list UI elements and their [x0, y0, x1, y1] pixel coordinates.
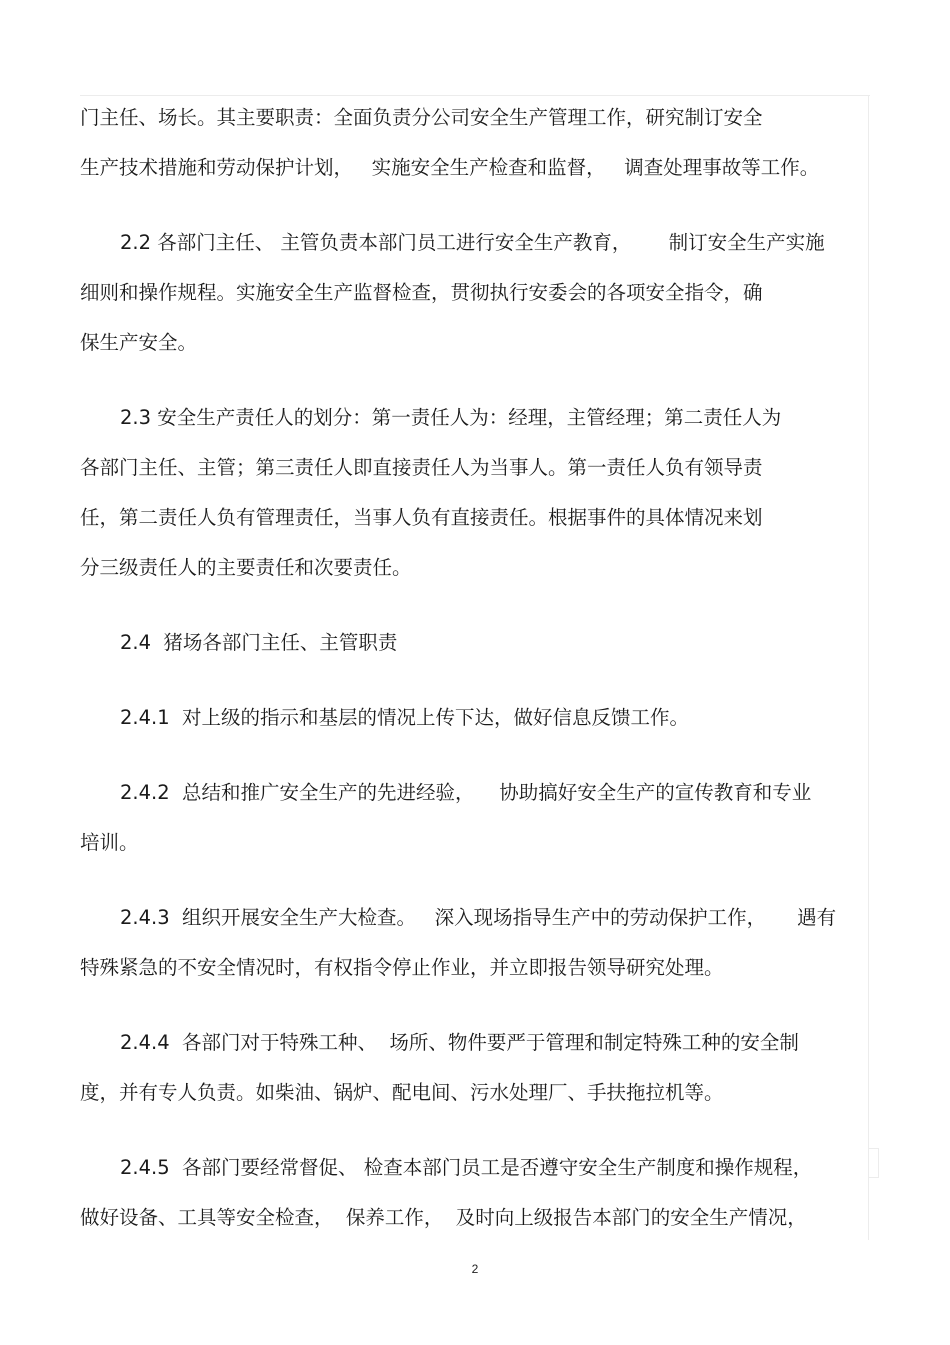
page-frame-right-border	[868, 95, 869, 1240]
text-line: 2.3 安全生产责任人的划分：第一责任人为：经理，主管经理；第二责任人为	[120, 406, 782, 429]
text-line: 保生产安全。	[80, 331, 198, 354]
text-line: 做好设备、工具等安全检查， 保养工作， 及时向上级报告本部门的安全生产情况，	[80, 1206, 807, 1229]
text-line: 2.4.5 各部门要经常督促、 检查本部门员工是否遵守安全生产制度和操作规程，	[120, 1156, 813, 1179]
text-line: 细则和操作规程。实施安全生产监督检查，贯彻执行安委会的各项安全指令，确	[80, 281, 763, 304]
text-line: 特殊紧急的不安全情况时，有权指令停止作业，并立即报告领导研究处理。	[80, 956, 724, 979]
page-frame-top-border	[80, 95, 870, 96]
text-line: 任，第二责任人负有管理责任，当事人负有直接责任。根据事件的具体情况来划	[80, 506, 763, 529]
text-line: 生产技术措施和劳动保护计划， 实施安全生产检查和监督， 调查处理事故等工作。	[80, 156, 820, 179]
text-line: 2.4.3 组织开展安全生产大检查。 深入现场指导生产中的劳动保护工作， 遇有	[120, 906, 837, 929]
text-line: 2.2 各部门主任、 主管负责本部门员工进行安全生产教育， 制订安全生产实施	[120, 231, 825, 254]
section-heading: 2.4 猪场各部门主任、主管职责	[120, 631, 398, 654]
text-line: 培训。	[80, 831, 139, 854]
text-line: 分三级责任人的主要责任和次要责任。	[80, 556, 412, 579]
text-line: 2.4.4 各部门对于特殊工种、 场所、物件要严于管理和制定特殊工种的安全制	[120, 1031, 799, 1054]
text-line: 2.4.2 总结和推广安全生产的先进经验， 协助搞好安全生产的宣传教育和专业	[120, 781, 812, 804]
text-line: 2.4.1 对上级的指示和基层的情况上传下达，做好信息反馈工作。	[120, 706, 690, 729]
text-line: 度，并有专人负责。如柴油、锅炉、配电间、污水处理厂、手扶拖拉机等。	[80, 1081, 724, 1104]
text-line: 各部门主任、主管；第三责任人即直接责任人为当事人。第一责任人负有领导责	[80, 456, 763, 479]
text-line: 门主任、场长。其主要职责：全面负责分公司安全生产管理工作，研究制订安全	[80, 106, 763, 129]
page-number: 2	[471, 1262, 479, 1276]
